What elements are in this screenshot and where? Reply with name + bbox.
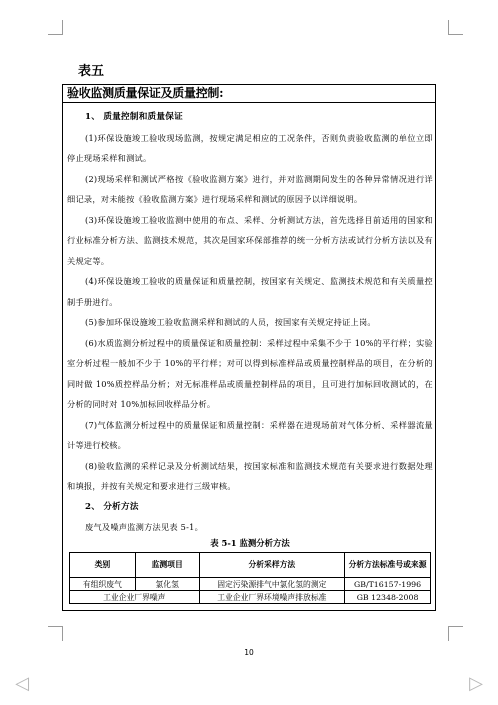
cell-method: 固定污染源排气中氯化氢的测定: [199, 578, 345, 591]
table-header-row: [70, 553, 431, 578]
section-heading-1: 1、 质量控制和质量保证: [85, 112, 183, 122]
paragraph-5: (5)参加环保设施竣工验收监测采样和测试的人员，按国家有关规定持证上岗。: [85, 317, 376, 327]
table-caption: 表 5-1 监测分析方法: [210, 538, 290, 548]
paragraph-3: (3)环保设施竣工验收监测中使用的布点、采样、分析测试方法，首先选择目前适用的国家和行业标准分析方法、监测技术规范，其次是国家环保部推荐的统一分析方法或试行分析方法以及有关规定等。: [67, 214, 433, 266]
cell-method: 工业企业厂界环境噪声排放标准: [199, 591, 345, 604]
content-frame: [62, 84, 436, 611]
page-number: 10: [244, 648, 254, 657]
table-row: [70, 591, 431, 604]
cell-standard: GB/T16157-1996: [345, 578, 431, 591]
table-row: [70, 578, 431, 591]
paragraph-6: (6)水质监测分析过程中的质量保证和质量控制：采样过程中采集不少于 10%的平行样；实验室分析过程一般加不少于 10%的平行样；对可以得到标准样品或质量控制样品的项目，在分析的同时做 10%质控样品分析；对无标准样品或质量控制样品的项目，且可进行加标回收测试的，在分析的同时对 10%加标回收样品分析。: [67, 337, 433, 409]
frame-title: 验收监测质量保证及质量控制:: [63, 85, 435, 103]
crop-mark-bottom-right: [448, 626, 463, 641]
paragraph-8: (8)验收监测的采样记录及分析测试结果，按国家标准和监测技术规范有关要求进行数据处理和填报，并按有关规定和要求进行三级审核。: [67, 460, 433, 491]
cell-item: 氯化氢: [135, 578, 199, 591]
crop-mark-bottom-left: [48, 626, 63, 641]
section-heading-2: 2、 分析方法: [85, 501, 139, 512]
cell-standard: GB 12348-2008: [345, 591, 431, 604]
paragraph-7: (7)气体监测分析过程中的质量保证和质量控制：采样器在进现场前对气体分析、采样器流量计等进行校核。: [67, 419, 433, 450]
cell-category: 有组织废气: [70, 578, 136, 591]
arrow-left-icon[interactable]: ◁: [15, 673, 29, 694]
content-body: [67, 107, 433, 538]
arrow-right-icon[interactable]: ▷: [469, 673, 483, 694]
header-item: 监测项目: [135, 553, 199, 578]
crop-mark-top-left: [48, 20, 63, 35]
header-category: 类别: [70, 553, 136, 578]
paragraph-2: (2)现场采样和测试严格按《验收监测方案》进行，并对监测期间发生的各种异常情况进行详细记录，对未能按《验收监测方案》进行现场采样和测试的原因予以详细说明。: [67, 173, 433, 204]
analysis-method-table: [69, 552, 431, 604]
table-label: 表五: [78, 64, 105, 79]
paragraph-1: (1)环保设施竣工验收现场监测，按规定满足相应的工况条件，否则负责验收监测的单位立即停止现场采样和测试。: [67, 132, 433, 163]
paragraph-4: (4)环保设施竣工验收的质量保证和质量控制，按国家有关规定、监测技术规范和有关质量控制手册进行。: [67, 276, 433, 307]
header-standard: 分析方法标准号或来源: [345, 553, 431, 578]
header-method: 分析采样方法: [199, 553, 345, 578]
crop-mark-top-right: [448, 20, 463, 35]
section-2-text: 废气及噪声监测方法见表 5-1。: [85, 522, 204, 532]
cell-category: 工业企业厂界噪声: [70, 591, 200, 604]
